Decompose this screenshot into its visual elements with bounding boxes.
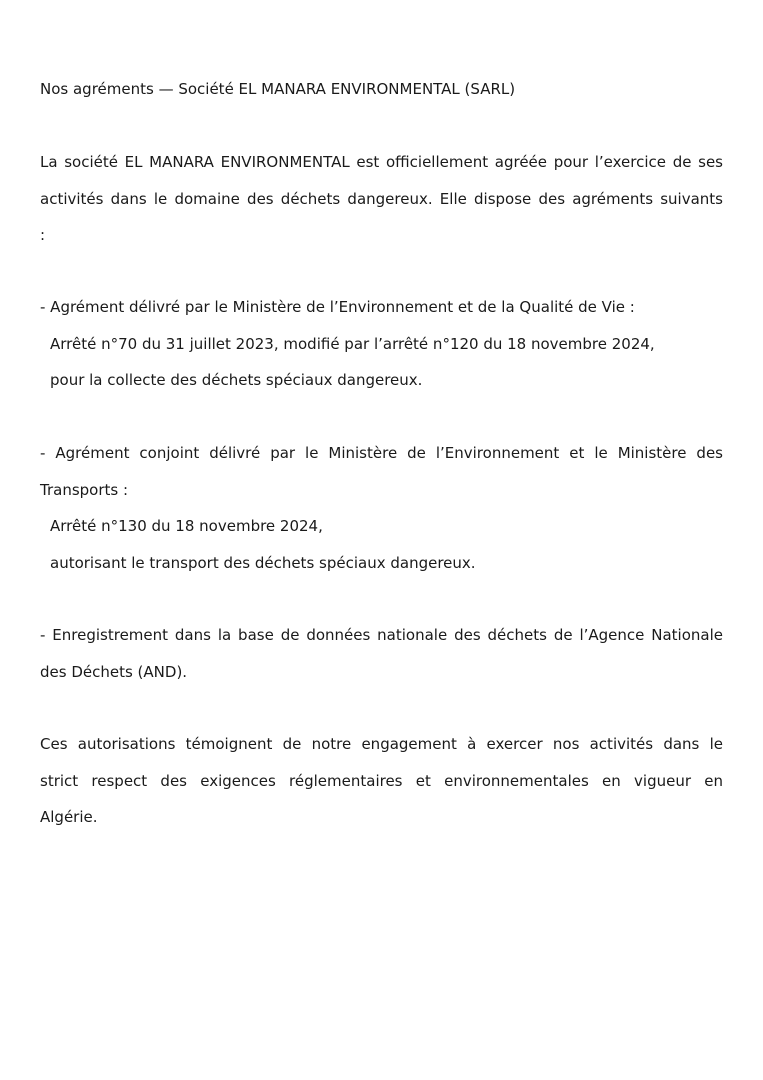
intro-paragraph [40, 144, 723, 254]
agrement-heading: des Déchets (AND). [40, 662, 188, 681]
intro-line: La société EL MANARA ENVIRONMENTAL est officiellement agréée pour l’exercice de ses [40, 153, 723, 171]
agrement-heading: Transports : [40, 480, 129, 499]
agrement-detail: Arrêté n°130 du 18 novembre 2024, [50, 517, 323, 535]
agrement-heading: - Agrément délivré par le Ministère de l’Environnement et de la Qualité de Vie : [40, 298, 635, 316]
agrement-item-transport [40, 435, 723, 581]
closing-line: Algérie. [40, 808, 98, 826]
agrement-item-and-registration [40, 617, 723, 690]
agrement-heading: - Enregistrement dans la base de données nationale des déchets de l’Agence Nationale [40, 626, 723, 644]
document-title: Nos agréments — Société EL MANARA ENVIRONMENTAL (SARL) [40, 80, 516, 98]
agrement-heading: - Agrément conjoint délivré par le Ministère de l’Environnement et le Ministère des [40, 444, 723, 462]
agrement-item-collecte [40, 289, 723, 399]
closing-line: Ces autorisations témoignent de notre engagement à exercer nos activités dans le [40, 735, 723, 753]
agrement-detail: autorisant le transport des déchets spéciaux dangereux. [50, 553, 476, 572]
intro-line: activités dans le domaine des déchets dangereux. Elle dispose des agréments suivants [40, 189, 723, 208]
closing-line: strict respect des exigences réglementaires et environnementales en vigueur en [40, 771, 723, 790]
agrement-detail: pour la collecte des déchets spéciaux dangereux. [50, 371, 423, 389]
closing-paragraph [40, 726, 723, 836]
intro-line: : [40, 226, 46, 244]
agrement-detail: Arrêté n°70 du 31 juillet 2023, modifié par l’arrêté n°120 du 18 novembre 2024, [50, 334, 655, 353]
